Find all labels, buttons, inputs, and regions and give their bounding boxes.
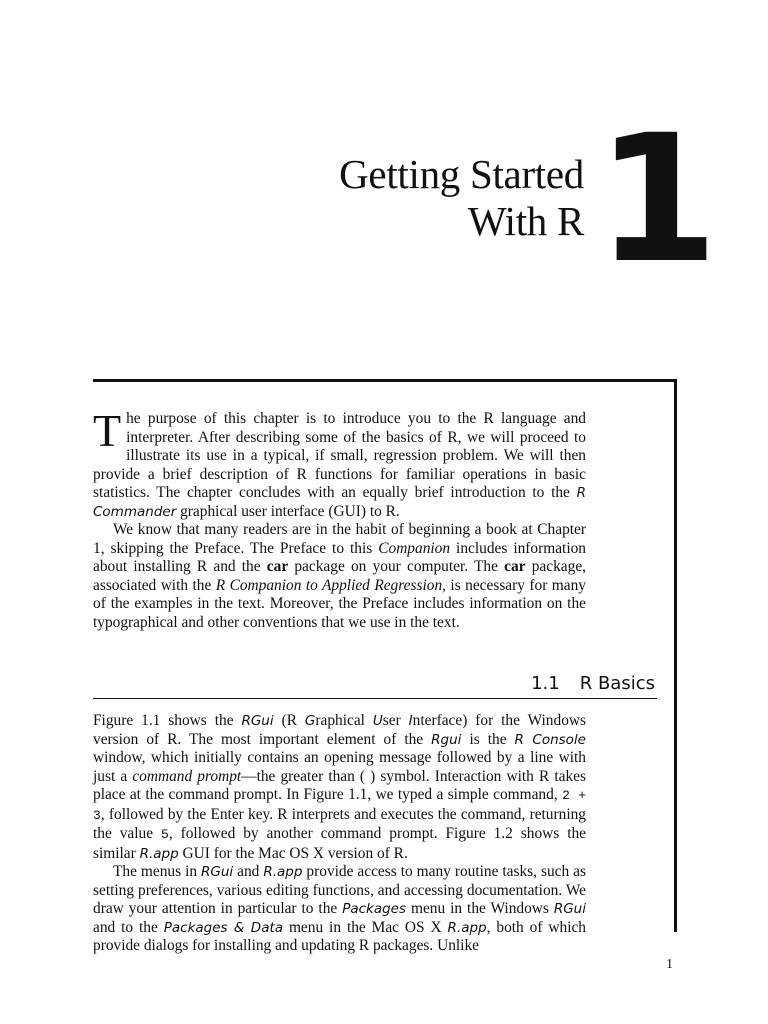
text-run: G bbox=[304, 713, 316, 729]
text-run: he purpose of this chapter is to introduce you to the R language and interpreter. After describing some of the basics of R, we will proceed to illustrate its use in a typical, if small, regression problem. We will then provide a brief description of R functions for familiar operations in basic statistics. The chapter concludes with an equally brief introduction to the bbox=[93, 410, 586, 501]
text-run: , is necessary for many of the examples in the text. Moreover, the Preface includes information on the typographical and other conventions that we use in the text. bbox=[93, 576, 586, 631]
text-run: nterface) for the Windows version of R. The most important element of the bbox=[93, 712, 586, 748]
text-run: I bbox=[408, 713, 413, 729]
chapter-rule-top bbox=[93, 379, 677, 382]
basics-paragraph-2 bbox=[93, 863, 586, 956]
text-run: Figure 1.1 shows the bbox=[93, 712, 242, 729]
intro-paragraph-2 bbox=[93, 521, 586, 632]
car-package-term: car bbox=[504, 558, 526, 575]
text-run: We know that many readers are in the habit of beginning a book at Chapter 1, skipping the Preface. The Preface to this bbox=[93, 521, 586, 557]
rapp-term: R.app bbox=[263, 864, 303, 880]
text-run: menu in the Mac OS X bbox=[283, 918, 448, 936]
text-run: package, associated with the bbox=[93, 558, 586, 594]
rapp-term: R.app bbox=[139, 845, 179, 862]
text-run: is the bbox=[461, 730, 515, 748]
text-run: window, which initially contains an opening message followed by a line with just a bbox=[93, 749, 586, 785]
chapter-title-line1: Getting Started bbox=[339, 151, 584, 197]
text-run: provide access to many routine tasks, such as setting preferences, various editing functions, and accessing documentation. We draw your attention in particular to the bbox=[93, 863, 586, 917]
drop-cap: T bbox=[93, 405, 122, 456]
packages-data-menu-term: Packages & Data bbox=[163, 919, 284, 936]
car-package-term: car bbox=[266, 558, 289, 575]
text-run: graphical user interface (GUI) to R. bbox=[176, 502, 400, 520]
book-title: R Companion to Applied Regression bbox=[215, 576, 443, 594]
section-heading bbox=[93, 673, 655, 695]
page-number: 1 bbox=[666, 957, 673, 972]
chapter-title bbox=[339, 151, 584, 245]
text-run: menu in the Windows bbox=[406, 900, 554, 917]
basics-section bbox=[93, 712, 586, 956]
section-number: 1.1 bbox=[531, 673, 560, 694]
code-snippet: 5 bbox=[161, 827, 169, 842]
text-run: package on your computer. The bbox=[288, 558, 505, 575]
text-run: GUI for the Mac OS X version of R. bbox=[178, 844, 408, 862]
text-run: ser bbox=[382, 712, 409, 729]
chapter-rule-right bbox=[674, 379, 677, 932]
code-snippet: 2 + 3 bbox=[93, 788, 587, 823]
text-run: includes information about installing R and the bbox=[93, 539, 586, 575]
packages-menu-term: Packages bbox=[342, 901, 407, 917]
text-run: and to the bbox=[93, 918, 164, 936]
text-run: U bbox=[372, 713, 383, 729]
rgui-term: Rgui bbox=[431, 731, 462, 748]
r-console-term: R Console bbox=[514, 731, 586, 748]
basics-paragraph-1 bbox=[93, 712, 586, 863]
chapter-number: 1 bbox=[596, 97, 713, 302]
rcmdr-term: R Commander bbox=[93, 485, 586, 520]
rgui-term: RGui bbox=[241, 713, 274, 729]
text-run: (R bbox=[273, 712, 305, 729]
text-run: , both of which provide dialogs for installing and updating R packages. Unlike bbox=[93, 918, 586, 954]
rgui-term: RGui bbox=[553, 901, 586, 917]
text-run: , followed by the Enter key. R interprets and executes the command, returning the value bbox=[93, 805, 586, 842]
intro-section bbox=[93, 405, 586, 632]
command-prompt-term: command prompt bbox=[132, 767, 242, 785]
text-run: raphical bbox=[315, 712, 373, 729]
chapter-title-line2: With R bbox=[467, 198, 584, 244]
text-run: The menus in bbox=[113, 863, 202, 880]
rapp-term: R.app bbox=[447, 919, 487, 936]
rgui-term: RGui bbox=[201, 864, 234, 880]
section-title: R Basics bbox=[579, 673, 655, 694]
intro-paragraph-1 bbox=[93, 405, 586, 521]
section-rule bbox=[93, 698, 657, 699]
text-run: , followed by another command prompt. Figure 1.2 shows the similar bbox=[93, 825, 586, 862]
companion-term: Companion bbox=[378, 539, 451, 557]
text-run: and bbox=[233, 863, 264, 880]
text-run: —the greater than ( ) symbol. Interaction with R takes place at the command prompt. In Figure 1.1, we typed a simple command, bbox=[93, 767, 586, 803]
